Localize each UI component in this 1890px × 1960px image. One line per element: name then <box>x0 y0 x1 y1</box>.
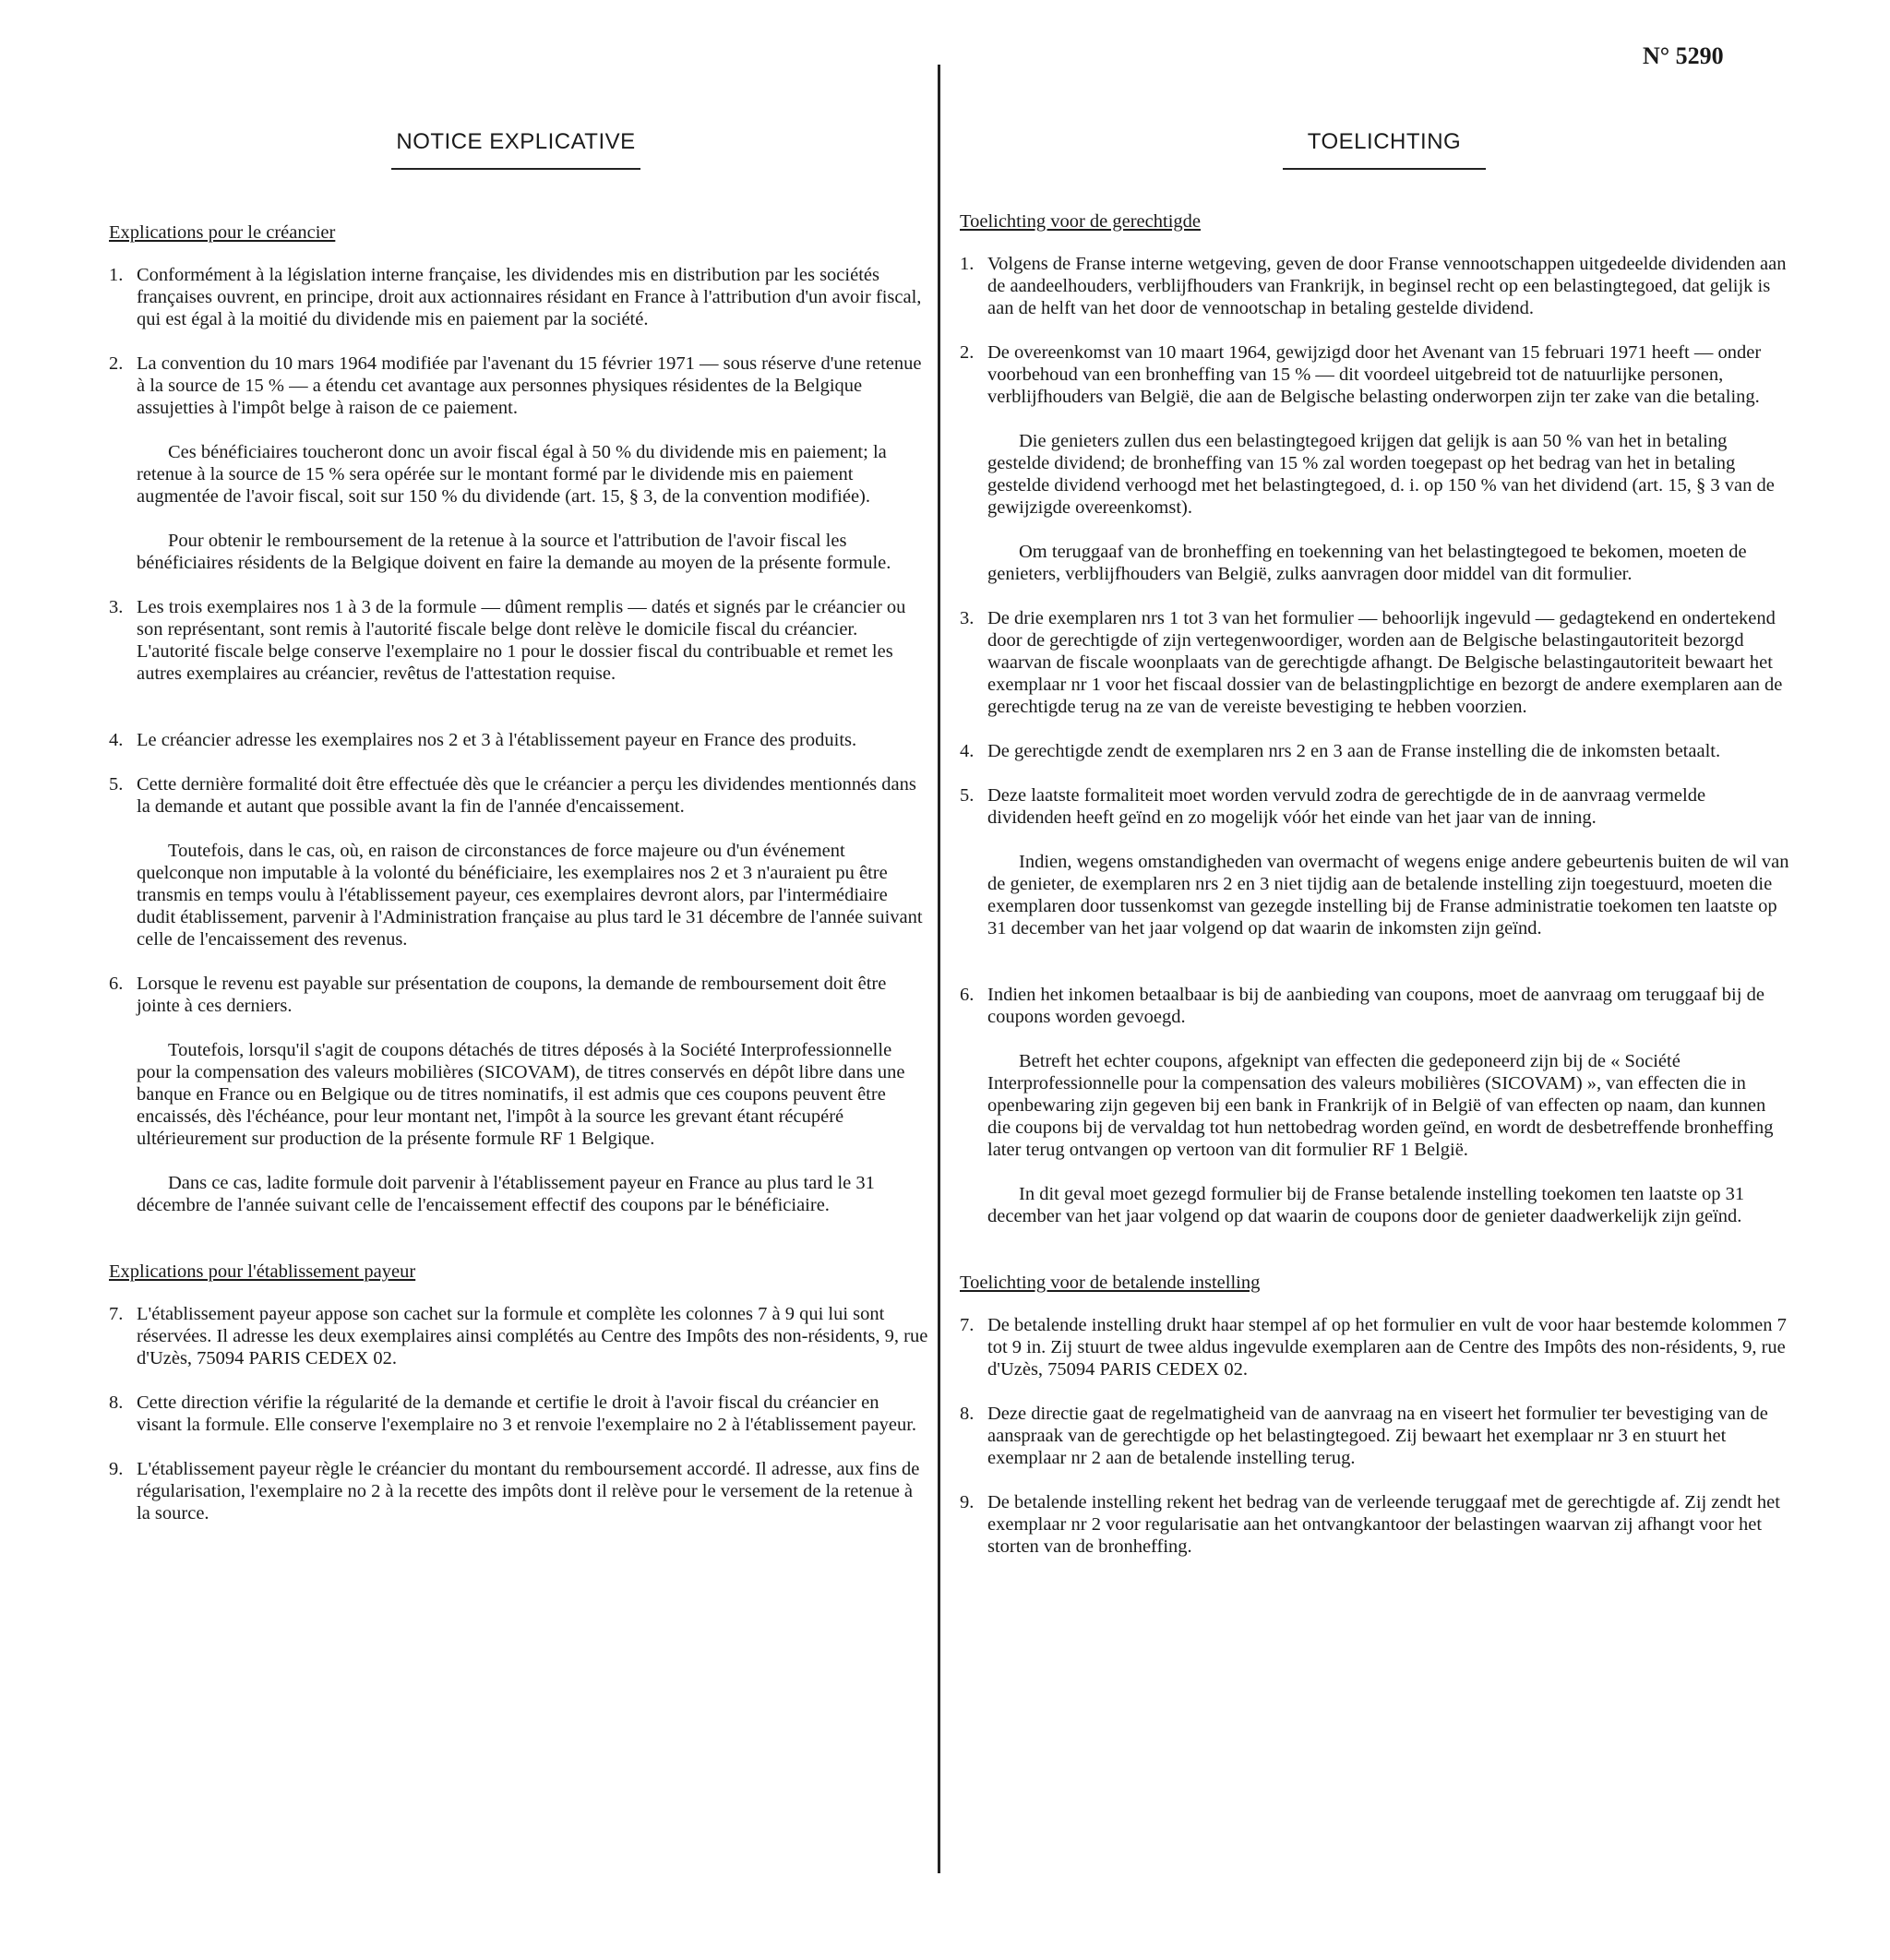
french-item-7 <box>109 1303 928 1369</box>
dutch-item-6 <box>960 984 1790 1028</box>
french-item-6-paragraph-b: Toutefois, lorsqu'il s'agit de coupons détachés de titres déposés à la Société Interprofessionnelle pour la compensation des valeurs mobilières (SICOVAM), de titres conservés en dépôt libre dans une banque en France ou en Belgique ou de titres nominatifs, il est admis que ces coupons peuvent être encaissés, dès l'échéance, pour leur montant net, l'impôt à la source les grevant étant récupéré ultérieurement sur production de la présente formule RF 1 Belgique. <box>137 1040 905 1149</box>
item-text: De betalende instelling drukt haar stempel af op het formulier en vult de voor haar bestemde kolommen 7 tot 9 in. Zij stuurt de twee aldus ingevulde exemplaren aan de Centre des Impôts des non-résidents, 9, rue d'Uzès, 75094 PARIS CEDEX 02. <box>987 1315 1787 1380</box>
french-item-8 <box>109 1392 928 1436</box>
item-number: 1. <box>109 265 124 285</box>
item-number: 7. <box>960 1315 975 1335</box>
dutch-item-6-paragraph-b: Betreft het echter coupons, afgeknipt van effecten die gedeponeerd zijn bij de « Société Interprofessionnelle pour la compensation des valeurs mobilières (SICOVAM) », van effecten die in openbewaring zijn gegeven bij een bank in Frankrijk of in België of van effecten op naam, dan kunnen die coupons bij de vervaldag tot hun nettobedrag worden geïnd, en wordt de desbetreffende bronheffing later terug ontvangen op vertoon van dit formulier RF 1 België. <box>987 1051 1774 1160</box>
dutch-item-5 <box>960 784 1790 829</box>
item-number: 7. <box>109 1304 124 1324</box>
item-number: 5. <box>960 785 975 806</box>
item-text: Cette direction vérifie la régularité de la demande et certifie le droit à l'avoir fiscal du créancier en visant la formule. Elle conserve l'exemplaire no 3 et renvoie l'exemplaire no 2 à l'établissement payeur. <box>137 1392 917 1435</box>
item-text: Deze directie gaat de regelmatigheid van de aanvraag na en viseert het formulier ter bevestiging van de aanspraak van de gerechtigde op het belastingtegoed. Zij bewaart het exemplaar nr 3 en stuurt het exemplaar nr 2 aan de betalende instelling terug. <box>987 1404 1768 1468</box>
document-number: N° 5290 <box>1643 42 1724 69</box>
item-number: 4. <box>109 730 124 750</box>
french-item-5 <box>109 773 928 818</box>
item-text: Volgens de Franse interne wetgeving, geven de door Franse vennootschappen uitgedeelde dividenden aan de aandeelhouders, verblijfhouders van Frankrijk, in beginsel recht op een belastingtegoed, dat gelijk is aan de helft van het door de vennootschap in betaling gestelde dividend. <box>987 254 1787 318</box>
dutch-body <box>960 210 1790 1580</box>
item-text: De gerechtigde zendt de exemplaren nrs 2 en 3 aan de Franse instelling die de inkomsten betaalt. <box>987 741 1721 761</box>
item-text: La convention du 10 mars 1964 modifiée par l'avenant du 15 février 1971 — sous réserve d'une retenue à la source de 15 % — a étendu cet avantage aux personnes physiques résidentes de la Belgique assujetties à l'impôt belge à raison de ce paiement. <box>137 353 922 418</box>
dutch-section-payer-heading: Toelichting voor de betalende instelling <box>960 1273 1261 1293</box>
item-number: 2. <box>109 353 124 374</box>
dutch-item-7 <box>960 1314 1790 1380</box>
item-number: 2. <box>960 342 975 363</box>
item-number: 9. <box>960 1492 975 1512</box>
item-number: 8. <box>109 1392 124 1413</box>
item-text: Indien het inkomen betaalbaar is bij de aanbieding van coupons, moet de aanvraag om teruggaaf bij de coupons worden gevoegd. <box>987 985 1764 1027</box>
dutch-item-4 <box>960 740 1790 762</box>
item-number: 3. <box>109 597 124 617</box>
item-text: Lorsque le revenu est payable sur présentation de coupons, la demande de remboursement doit être jointe à ces derniers. <box>137 974 887 1016</box>
french-item-5-paragraph-b: Toutefois, dans le cas, où, en raison de circonstances de force majeure ou d'un événement quelconque non imputable à la volonté du bénéficiaire, les exemplaires nos 2 et 3 n'auraient pu être transmis en temps voulu à l'établissement payeur, ces exemplaires devront alors, par l'intermédiaire dudit établissement, parvenir à l'Administration française au plus tard le 31 décembre de l'année suivant celle de l'encaissement des revenus. <box>137 841 923 950</box>
dutch-item-2-paragraph-b: Die genieters zullen dus een belastingtegoed krijgen dat gelijk is aan 50 % van het in betaling gestelde dividend; de bronheffing van 15 % zal worden toegepast op het bedrag van het in betaling gestelde dividend verhoogd met het belastingtegoed, d. i. op 150 % van het dividend (art. 15, § 3 van de gewijzigde overeenkomst). <box>987 431 1775 518</box>
french-item-2-paragraph-b: Ces bénéficiaires toucheront donc un avoir fiscal égal à 50 % du dividende mis en paiement; la retenue à la source de 15 % sera opérée sur le montant formé par le dividende mis en paiement augmentée de l'avoir fiscal, soit sur 150 % du dividende (art. 15, § 3, de la convention modifiée). <box>137 442 887 507</box>
dutch-item-8 <box>960 1403 1790 1469</box>
french-item-9 <box>109 1458 928 1524</box>
french-item-1 <box>109 264 928 330</box>
french-item-2-paragraph-c: Pour obtenir le remboursement de la retenue à la source et l'attribution de l'avoir fiscal les bénéficiaires résidents de la Belgique doivent en faire la demande au moyen de la présente formule. <box>137 531 891 573</box>
french-title: NOTICE EXPLICATIVE <box>391 129 640 170</box>
item-text: Deze laatste formaliteit moet worden vervuld zodra de gerechtigde de in de aanvraag vermelde dividenden heeft geïnd en zo mogelijk vóór het einde van het jaar van de inning. <box>987 785 1706 828</box>
item-text: Conformément à la législation interne française, les dividendes mis en distribution par les sociétés françaises ouvrent, en principe, droit aux actionnaires résidant en France à l'attribution d'un avoir fiscal, qui est égal à la moitié du dividende mis en paiement par la société. <box>137 265 922 329</box>
item-text: L'établissement payeur appose son cachet sur la formule et complète les colonnes 7 à 9 qui lui sont réservées. Il adresse les deux exemplaires ainsi complétés au Centre des Impôts des non-résidents, 9, rue d'Uzès, 75094 PARIS CEDEX 02. <box>137 1304 928 1368</box>
item-number: 6. <box>960 985 975 1005</box>
french-item-3 <box>109 596 928 685</box>
dutch-title: TOELICHTING <box>1283 129 1486 170</box>
dutch-item-1 <box>960 253 1790 319</box>
dutch-item-5-paragraph-b: Indien, wegens omstandigheden van overmacht of wegens enige andere gebeurtenis buiten de wil van de genieter, de exemplaren nrs 2 en 3 niet tijdig aan de betalende instelling zijn toegestuurd, moeten die exemplaren door tussenkomst van gezegde instelling bij de Franse administratie toekomen ten laatste op 31 december van het jaar volgend op dat waarin de inkomsten zijn geïnd. <box>987 852 1789 938</box>
item-text: L'établissement payeur règle le créancier du montant du remboursement accordé. Il adresse, aux fins de régularisation, l'exemplaire no 2 à la recette des impôts dont il relève pour le versement de la retenue à la source. <box>137 1459 920 1524</box>
dutch-item-9 <box>960 1491 1790 1558</box>
item-number: 5. <box>109 774 124 795</box>
item-number: 4. <box>960 741 975 761</box>
french-section-creditor-heading: Explications pour le créancier <box>109 222 336 243</box>
item-number: 9. <box>109 1459 124 1479</box>
french-item-4 <box>109 729 928 751</box>
item-number: 6. <box>109 974 124 994</box>
french-item-2 <box>109 353 928 419</box>
french-item-6-paragraph-c: Dans ce cas, ladite formule doit parvenir à l'établissement payeur en France au plus tard le 31 décembre de l'année suivant celle de l'encaissement effectif des coupons par le bénéficiaire. <box>137 1173 875 1215</box>
dutch-section-beneficiary-heading: Toelichting voor de gerechtigde <box>960 211 1201 232</box>
item-number: 3. <box>960 608 975 628</box>
french-body <box>109 221 928 1547</box>
french-section-payer-heading: Explications pour l'établissement payeur <box>109 1261 416 1282</box>
dutch-item-6-paragraph-c: In dit geval moet gezegd formulier bij de Franse betalende instelling toekomen ten laatste op 31 december van het jaar volgend op dat waarin de coupons door de genieter daadwerkelijk zijn geïnd. <box>987 1184 1745 1226</box>
item-text: De betalende instelling rekent het bedrag van de verleende teruggaaf met de gerechtigde af. Zij zendt het exemplaar nr 2 voor regularisatie aan het ontvangkantoor der belastingen waarvan zij afhangt voor het storten van de bronheffing. <box>987 1492 1780 1557</box>
item-text: Le créancier adresse les exemplaires nos 2 et 3 à l'établissement payeur en France des produits. <box>137 730 857 750</box>
column-divider <box>938 65 940 1873</box>
item-text: Les trois exemplaires nos 1 à 3 de la formule — dûment remplis — datés et signés par le créancier ou son représentant, sont remis à l'autorité fiscale belge dont relève le domicile fiscal du créancier. L'autorité fiscale belge conserve l'exemplaire no 1 pour le dossier fiscal du contribuable et remet les autres exemplaires au créancier, revêtus de l'attestation requise. <box>137 597 906 684</box>
item-text: De overeenkomst van 10 maart 1964, gewijzigd door het Avenant van 15 februari 1971 heeft — onder voorbehoud van een bronheffing van 15 % — dit voordeel uitgebreid tot de natuurlijke personen, verblijfhouders van België, die aan de Belgische belasting onderworpen zijn ter zake van die betaling. <box>987 342 1762 407</box>
item-number: 1. <box>960 254 975 274</box>
item-text: De drie exemplaren nrs 1 tot 3 van het formulier — behoorlijk ingevuld — gedagtekend en ondertekend door de gerechtigde of zijn vertegenwoordiger, worden aan de Belgische belastingautoriteit bezorgd waarvan de fiscale woonplaats van de gerechtigde afhangt. De Belgische belastingautoriteit bewaart het exemplaar nr 1 voor het fiscaal dossier van de belastingplichtige en bezorgt de andere exemplaren aan de gerechtigde terug na ze van de vereiste bevestiging te hebben voorzien. <box>987 608 1783 717</box>
item-text: Cette dernière formalité doit être effectuée dès que le créancier a perçu les dividendes mentionnés dans la demande et autant que possible avant la fin de l'année d'encaissement. <box>137 774 916 817</box>
french-item-6 <box>109 973 928 1017</box>
dutch-item-2 <box>960 341 1790 408</box>
dutch-item-3 <box>960 607 1790 718</box>
dutch-item-2-paragraph-c: Om teruggaaf van de bronheffing en toekenning van het belastingtegoed te bekomen, moeten de genieters, verblijfhouders van België, zulks aanvragen door middel van dit formulier. <box>987 542 1747 584</box>
item-number: 8. <box>960 1404 975 1424</box>
